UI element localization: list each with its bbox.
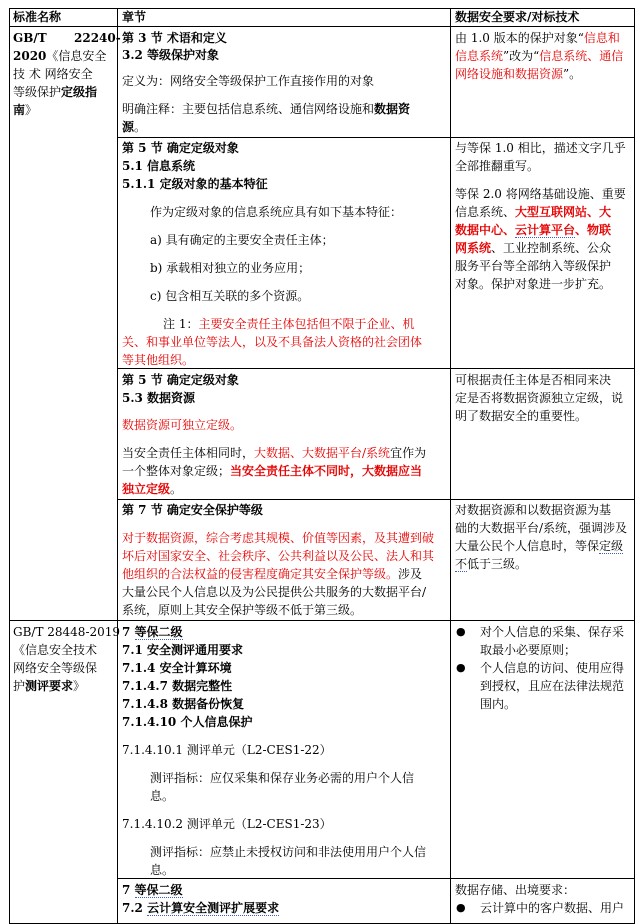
test-indicator: 测评指标：应仅采集和保存业务必需的用户个人信	[150, 771, 415, 785]
requirement-text: 由 1.0 版本的保护对象“信息和	[455, 31, 620, 45]
section-heading: 第 3 节 术语和定义	[122, 31, 227, 45]
body-text: 一个整体对象定级；当安全责任主体不同时，大数据应当	[122, 464, 423, 478]
requirement-text: 网络设施和数据资源”。	[455, 67, 582, 81]
standard-code-number: 22240-	[74, 31, 121, 45]
standard-title-line: 网络安全等级保	[13, 661, 98, 675]
requirement-text: 础的大数据平台/系统，强调涉及	[455, 521, 628, 535]
test-indicator: 测评指标：应禁止未授权访问和非法使用用户个人信	[150, 845, 427, 859]
section-subheading: 7.1.4.8 数据备份恢复	[122, 697, 245, 711]
definition-text: 定义为：网络安全等级保护工作直接作用的对象	[122, 74, 375, 88]
requirement-text: 全部推翻重写。	[455, 159, 540, 173]
requirement-text: 信息系统”改为“信息系统、通信	[455, 49, 624, 63]
requirement-text: 取最小必要原则；	[480, 643, 577, 657]
col-divider	[634, 8, 635, 924]
standard-title-line: 南》	[13, 103, 38, 117]
requirement-text: 围内。	[480, 697, 517, 711]
standard-title-line: 2020《信息安全	[13, 49, 107, 63]
test-indicator: 息。	[150, 789, 175, 803]
requirement-text: 数据中心、云计算平台、物联	[455, 223, 612, 237]
row-divider	[117, 499, 634, 500]
requirement-text: 不低于三级。	[455, 557, 528, 571]
row-divider	[117, 878, 634, 879]
note-text: 关、和事业单位等法人，以及不具备法人资格的社会团体	[122, 335, 423, 349]
list-item: a) 具有确定的主要安全责任主体；	[150, 233, 334, 247]
requirement-text: 服务平台等全部纳入等级保护	[455, 259, 612, 273]
body-text: 坏后对国家安全、社会秩序、公共利益以及公民、法人和其	[122, 549, 435, 563]
standard-title-line: 《信息安全技术	[13, 643, 98, 657]
section-subheading: 7.1.4.10 个人信息保护	[122, 715, 253, 729]
test-unit: 7.1.4.10.2 测评单元（L2-CES1-23）	[122, 817, 332, 831]
requirement-text: 可根据责任主体是否相同来决	[455, 373, 612, 387]
section-subheading: 7.1 安全测评通用要求	[122, 643, 244, 657]
requirement-text: 大量公民个人信息时，等保定级	[455, 539, 624, 553]
bullet-icon: ●	[456, 661, 466, 674]
header-standard-name: 标准名称	[13, 10, 62, 24]
list-item: b) 承载相对独立的业务应用；	[150, 261, 311, 275]
body-text: 大量公民个人信息以及为公民提供公共服务的大数据平台/	[122, 585, 427, 599]
row-divider	[9, 620, 634, 621]
section-heading: 第 5 节 确定定级对象	[122, 141, 239, 155]
section-heading: 7 等保二级	[122, 625, 183, 639]
note-text: 注 1：主要安全责任主体包括但不限于企业、机	[163, 317, 415, 331]
requirement-text: 网系统、工业控制系统、公众	[455, 241, 612, 255]
section-subheading: 7.1.4 安全计算环境	[122, 661, 232, 675]
requirement-text: 对象。保护对象进一步扩充。	[455, 277, 612, 291]
body-text: 独立定级。	[122, 482, 183, 496]
standard-title-line: 技 术 网络安全	[13, 67, 93, 81]
requirement-text: 对数据资源和以数据资源为基	[455, 503, 612, 517]
standard-code: GB/T 28448-2019	[13, 625, 121, 639]
section-heading: 第 5 节 确定定级对象	[122, 373, 239, 387]
note-text: 源。	[122, 120, 147, 134]
row-divider	[9, 26, 634, 27]
standard-title-line: 等级保护定级指	[13, 85, 98, 99]
requirement-text: 定是否将数据资源独立定级，说	[455, 391, 624, 405]
bullet-icon: ●	[456, 625, 466, 638]
requirement-text: 等保 2.0 将网络基础设施、重要	[455, 187, 626, 201]
note-text: 等其他组织。	[122, 353, 195, 367]
requirement-text: 云计算中的客户数据、用户	[480, 901, 625, 915]
list-item: c) 包含相互关联的多个资源。	[150, 289, 310, 303]
requirement-text: 与等保 1.0 相比，描述文字几乎	[455, 141, 626, 155]
section-heading: 7 等保二级	[122, 883, 183, 897]
section-subheading: 5.3 数据资源	[122, 391, 196, 405]
section-subheading: 3.2 等级保护对象	[122, 48, 220, 62]
body-text: 数据资源可独立定级。	[122, 418, 243, 432]
header-requirement: 数据安全要求/对标技术	[455, 10, 580, 24]
col-divider	[117, 8, 118, 924]
bullet-icon: ●	[456, 901, 466, 914]
section-heading: 第 7 节 确定安全保护等级	[122, 503, 263, 517]
requirement-text: 信息系统、大型互联网站、大	[455, 205, 612, 219]
col-divider	[450, 8, 451, 924]
test-indicator: 息。	[150, 863, 175, 877]
row-divider	[117, 137, 634, 138]
body-text: 作为定级对象的信息系统应具有如下基本特征：	[150, 205, 403, 219]
header-section: 章节	[122, 10, 147, 24]
requirement-text: 个人信息的访问、使用应得	[480, 661, 625, 675]
body-text: 当安全责任主体相同时，大数据、大数据平台/系统宜作为	[122, 446, 427, 460]
note-text: 明确注释：主要包括信息系统、通信网络设施和数据资	[122, 102, 411, 116]
requirement-text: 到授权，且应在法律法规范	[480, 679, 625, 693]
body-text: 系统，原则上其安全保护等级不低于第三级。	[122, 603, 363, 617]
section-subheading: 5.1.1 定级对象的基本特征	[122, 177, 268, 191]
body-text: 他组织的合法权益的侵害程度确定其安全保护等级。涉及	[122, 567, 423, 581]
body-text: 对于数据资源，综合考虑其规模、价值等因素，及其遭到破	[122, 531, 435, 545]
section-subheading: 7.2 云计算安全测评扩展要求	[122, 901, 280, 915]
requirement-text: 数据存储、出境要求：	[455, 883, 576, 897]
test-unit: 7.1.4.10.1 测评单元（L2-CES1-22）	[122, 743, 332, 757]
row-divider	[117, 368, 634, 369]
section-subheading: 7.1.4.7 数据完整性	[122, 679, 233, 693]
standard-code: GB/T	[13, 31, 47, 45]
standard-title-line: 护测评要求》	[13, 679, 86, 693]
requirement-text: 明了数据安全的重要性。	[455, 409, 588, 423]
requirement-text: 对个人信息的采集、保存采	[480, 625, 625, 639]
section-subheading: 5.1 信息系统	[122, 159, 196, 173]
col-divider	[9, 8, 10, 924]
